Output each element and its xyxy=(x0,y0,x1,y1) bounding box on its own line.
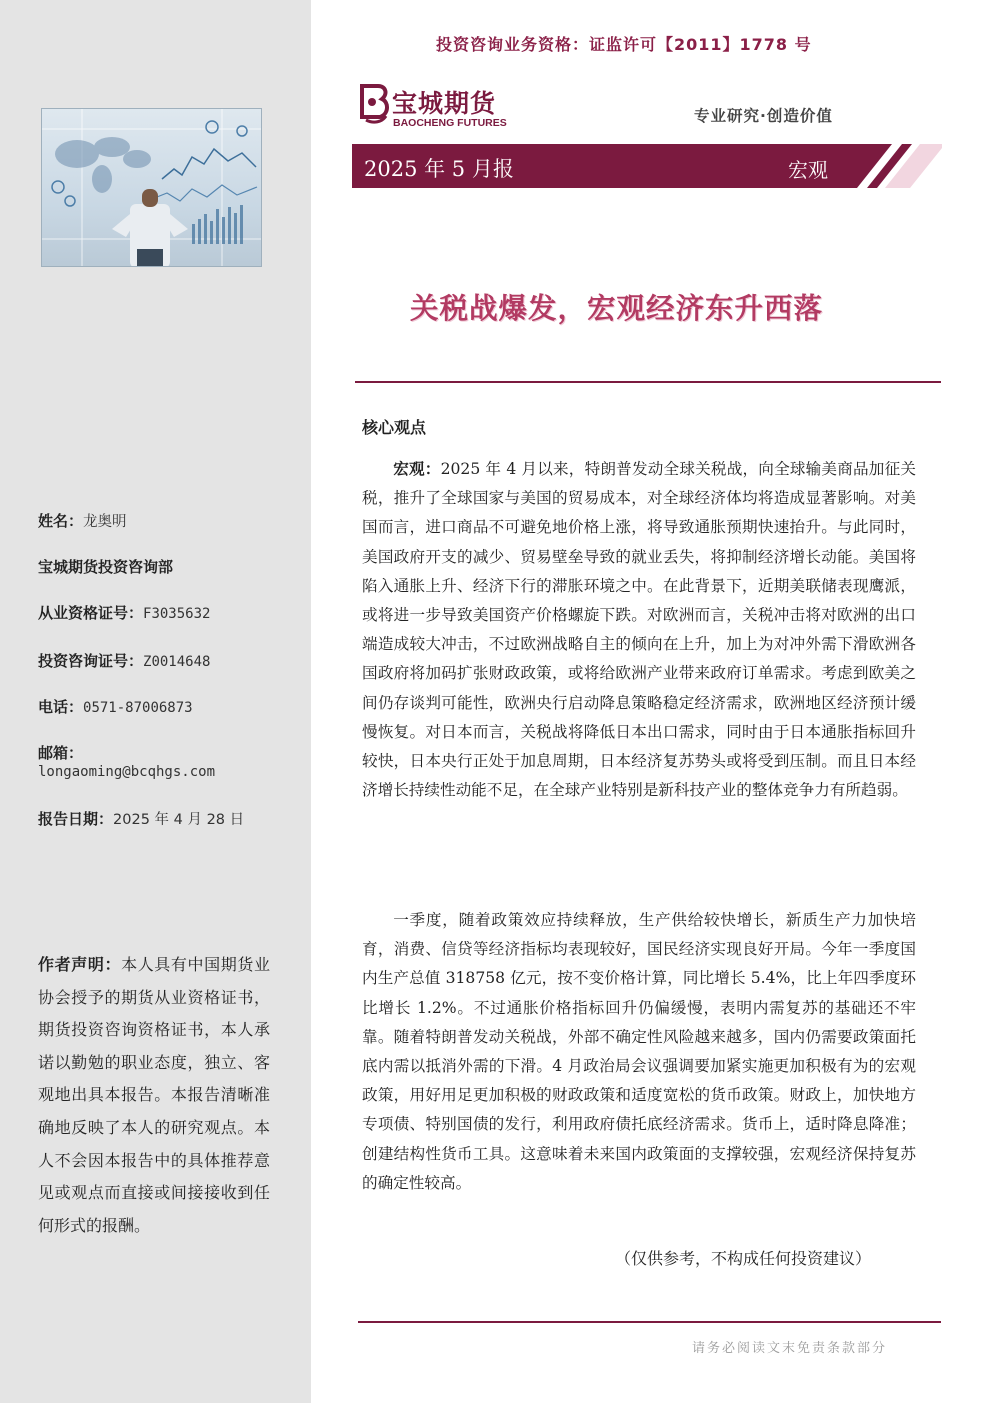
left-sidebar xyxy=(0,0,311,1403)
paragraph-macro-text: 2025 年 4 月以来，特朗普发动全球关税战，向全球输美商品加征关税，推升了全球国家与美国的贸易成本，对全球经济体均将造成显著影响。对美国而言，进口商品不可避免地价格上涨，将导致通胀预期快速抬升。与此同时，美国政府开支的减少、贸易壁垒导致的就业丢失，将抑制经济增长动能。美国将陷入通胀上升、经济下行的滞胀环境之中。在此背景下，近期美联储表现鹰派，或将进一步导致美国资产价格螺旋下跌。对欧洲而言，关税冲击将对欧洲的出口端造成较大冲击，不过欧洲战略自主的倾向在上升，加上为对冲外需下滑欧洲各国政府将加码扩张财政政策，或将给欧洲产业带来政府订单需求。考虑到欧美之间仍存谈判可能性，欧洲央行启动降息策略稳定经济需求，欧洲地区经济预计缓慢恢复。对日本而言，关税战将降低日本出口需求，同时由于日本通胀指标回升较快，日本央行正处于加息周期，日本经济复苏势头或将受到压制。而且日本经济增长持续性动能不足，在全球产业特别是新科技产业的整体竞争力有所趋弱。 xyxy=(362,460,916,800)
footer-note: 请务必阅读文末免责条款部分 xyxy=(692,1341,888,1356)
report-title: 关税战爆发，宏观经济东升西落 xyxy=(410,292,824,325)
declaration-text: 本人具有中国期货业协会授予的期货从业资格证书，期货投资咨询资格证书，本人承诺以勤勉的职业态度，独立、客观地出具本报告。本报告清晰准确地反映了本人的研究观点。本人不会因本报告中的具体推荐意见或观点而直接或间接接收到任何形式的报酬。 xyxy=(38,955,270,1235)
logo-text-en: BAOCHENG FUTURES xyxy=(393,117,507,129)
report-period: 2025 年 5 月报 xyxy=(364,157,514,181)
email-label: 邮箱： xyxy=(38,744,84,762)
license-line: 投资咨询业务资格：证监许可【2011】1778 号 xyxy=(436,35,812,54)
qualification-value: F3035632 xyxy=(143,606,211,622)
declaration-label: 作者声明： xyxy=(38,955,122,974)
author-name-row xyxy=(38,510,127,531)
report-date-value: 2025 年 4 月 28 日 xyxy=(113,812,245,828)
department-name: 宝城期货投资咨询部 xyxy=(38,558,174,576)
phone-row xyxy=(38,696,193,717)
report-date-label: 报告日期： xyxy=(38,810,114,828)
paragraph-domestic-text: 一季度，随着政策效应持续释放，生产供给较快增长，新质生产力加快培育，消费、信贷等经济指标均表现较好，国民经济实现良好开局。今年一季度国内生产总值 318758 亿元，按不变价格计算，同比增长 5.4%，比上年四季度环比增长 1.2%。不过通胀价格指标回升仍偏缓慢，表明内需复苏的基础还不牢靠。随着特朗普发动关税战，外部不确定性风险越来越多，国内仍需要政策面托底内需以抵消外需的下滑。4 月政治局会议强调要加紧实施更加积极有为的宏观政策，用好用足更加积极的财政政策和适度宽松的货币政策。财政上，加快地方专项债、特别国债的发行，利用政府债托底经济需求。货币上，适时降息降准；创建结构性货币工具。这意味着未来国内政策面的支撑较强，宏观经济保持复苏的确定性较高。 xyxy=(362,911,916,1192)
slogan: 专业研究·创造价值 xyxy=(694,107,833,125)
report-category: 宏观 xyxy=(788,158,828,182)
phone-label: 电话： xyxy=(38,698,84,716)
paragraph-macro-label: 宏观： xyxy=(393,460,441,478)
email-value: longaoming@bcqhgs.com xyxy=(38,764,216,780)
logo-text-cn: 宝城期货 xyxy=(392,89,497,118)
paragraph-macro xyxy=(362,455,916,805)
email-label-row xyxy=(38,742,83,763)
consult-cert-value: Z0014648 xyxy=(143,654,211,670)
author-declaration xyxy=(38,949,270,1242)
consult-cert-row xyxy=(38,650,210,671)
qualification-row xyxy=(38,602,210,623)
paragraph-domestic xyxy=(362,906,916,1198)
author-name-value: 龙奥明 xyxy=(83,514,127,530)
qualification-label: 从业资格证号： xyxy=(38,604,144,622)
report-date-row xyxy=(38,808,244,829)
consult-cert-label: 投资咨询证号： xyxy=(38,652,144,670)
title-divider xyxy=(355,381,941,383)
investment-disclaimer: （仅供参考，不构成任何投资建议） xyxy=(615,1249,872,1268)
author-name-label: 姓名： xyxy=(38,512,84,530)
cover-image xyxy=(41,108,262,267)
footer-divider xyxy=(358,1321,941,1323)
logo-mark-icon xyxy=(356,84,390,130)
department-row xyxy=(38,556,173,577)
section-heading: 核心观点 xyxy=(362,418,427,437)
company-logo xyxy=(356,84,536,132)
email-value-row xyxy=(38,764,215,780)
phone-value: 0571-87006873 xyxy=(83,700,193,716)
